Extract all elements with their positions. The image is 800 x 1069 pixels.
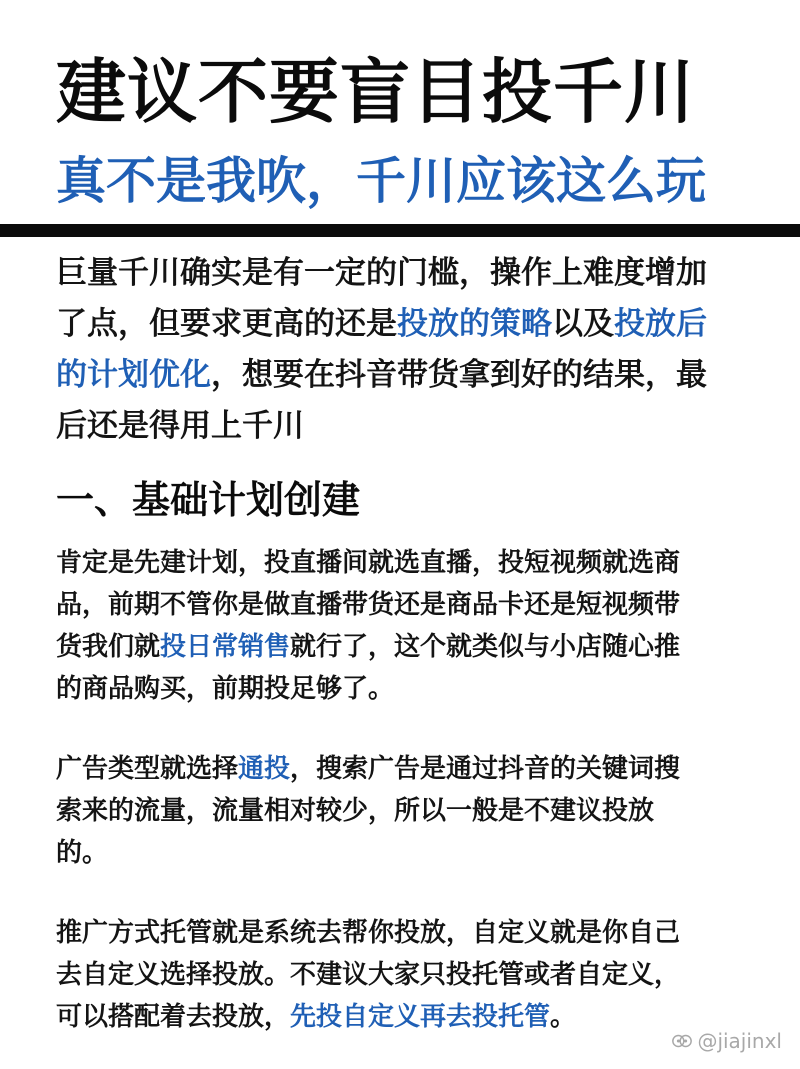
page-title: 建议不要盲目投千川 — [56, 51, 695, 133]
p1-line-4 — [56, 668, 756, 710]
intro-line-3 — [56, 350, 756, 401]
text-segment: 巨量千川确实是有一定的门槛，操作上难度增加 — [56, 255, 707, 291]
text-segment: 广告类型就选择 — [56, 754, 239, 784]
paragraph-plan-creation — [56, 542, 756, 710]
title-divider — [0, 224, 800, 237]
highlight-plan-optimization: 的计划优化 — [56, 357, 211, 393]
p2-line-2 — [56, 790, 756, 832]
highlight-custom-then-managed: 先投自定义再去投托管 — [290, 1002, 551, 1032]
section-heading: 一、基础计划创建 — [56, 478, 361, 522]
p3-line-1 — [56, 912, 756, 954]
highlight-strategy: 投放的策略 — [397, 306, 552, 342]
intro-line-1 — [56, 248, 756, 299]
text-segment: 就行了，这个就类似与小店随心推 — [290, 632, 681, 662]
intro-line-4 — [56, 401, 756, 452]
highlight-daily-sales: 投日常销售 — [160, 632, 291, 662]
text-segment: ，想要在抖音带货拿到好的结果，最 — [211, 357, 707, 393]
p3-line-3 — [56, 996, 756, 1038]
text-segment: 的商品购买，前期投足够了。 — [56, 674, 395, 704]
text-segment: 去自定义选择投放。不建议大家只投托管或者自定义， — [56, 960, 681, 990]
paragraph-promotion-method — [56, 912, 756, 1038]
intro-line-2 — [56, 299, 756, 350]
p2-line-3 — [56, 832, 756, 874]
text-segment: ，搜索广告是通过抖音的关键词搜 — [290, 754, 681, 784]
text-segment: 了点，但要求更高的还是 — [56, 306, 397, 342]
intro-paragraph — [56, 248, 756, 452]
text-segment: 的。 — [56, 838, 109, 868]
p3-line-2 — [56, 954, 756, 996]
watermark-text: @jiajinxl — [697, 1029, 782, 1053]
text-segment: 后还是得用上千川 — [56, 408, 304, 444]
xiaohongshu-logo-icon — [671, 1030, 693, 1052]
page-subtitle: 真不是我吹，千川应该这么玩 — [56, 152, 706, 210]
text-segment: 可以搭配着去投放， — [56, 1002, 291, 1032]
text-segment: 。 — [550, 1002, 577, 1032]
text-segment: 货我们就 — [56, 632, 161, 662]
p1-line-3 — [56, 626, 756, 668]
text-segment: 以及 — [552, 306, 614, 342]
watermark — [671, 1029, 782, 1053]
p1-line-1 — [56, 542, 756, 584]
p2-line-1 — [56, 748, 756, 790]
p1-line-2 — [56, 584, 756, 626]
paragraph-ad-type — [56, 748, 756, 874]
text-segment: 肯定是先建计划，投直播间就选直播，投短视频就选商 — [56, 548, 681, 578]
highlight-general-placement: 通投 — [238, 754, 291, 784]
highlight-after-launch: 投放后 — [614, 306, 707, 342]
text-segment: 品，前期不管你是做直播带货还是商品卡还是短视频带 — [56, 590, 681, 620]
text-segment: 索来的流量，流量相对较少，所以一般是不建议投放 — [56, 796, 655, 826]
text-segment: 推广方式托管就是系统去帮你投放，自定义就是你自己 — [56, 918, 681, 948]
